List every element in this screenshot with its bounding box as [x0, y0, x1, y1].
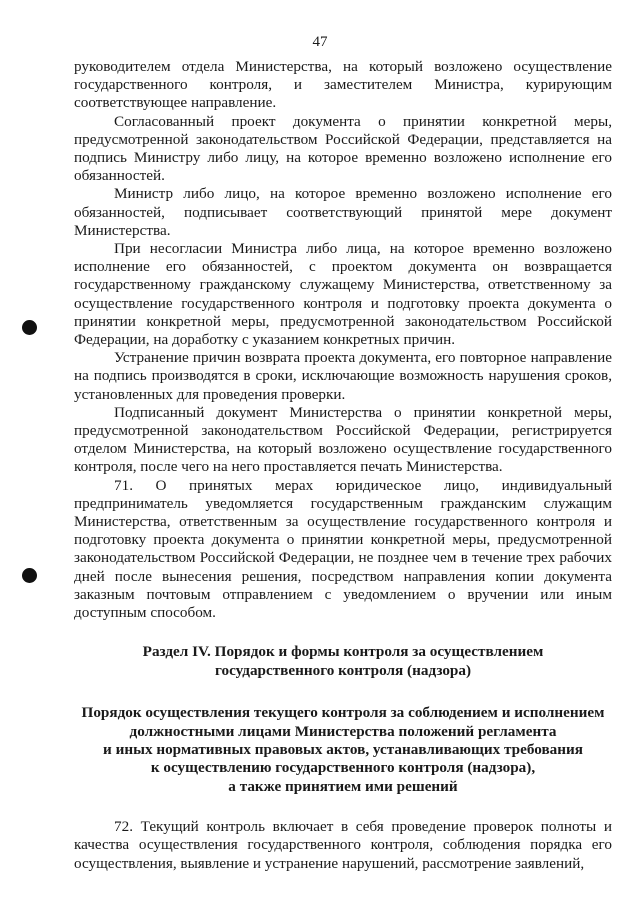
section-heading — [74, 643, 612, 680]
paragraph: Министр либо лицо, на которое временно возложено исполнение его обязанностей, подписывает соответствующий принятой мере документ Министерства. — [74, 185, 612, 239]
subsection-heading-line: должностными лицами Министерства положений регламента — [129, 722, 557, 740]
subsection-heading-line: и иных нормативных правовых актов, устанавливающих требования — [103, 740, 583, 758]
section-heading-line: Раздел IV. Порядок и формы контроля за осуществлением — [142, 643, 544, 661]
paragraph: Подписанный документ Министерства о принятии конкретной меры, предусмотренной законодательством Российской Федерации, регистрируется отделом Министерства, на который возложено осуществление государственного контроля, после чего на него проставляется печать Министерства. — [74, 403, 612, 476]
paragraph-continuation: руководителем отдела Министерства, на который возложено осуществление государственного контроля, и заместителем Министра, курирующим соответствующее направление. — [74, 58, 612, 112]
paragraph: При несогласии Министра либо лица, на которое временно возложено исполнение его обязанностей, с проектом документа он возвращается государственному гражданскому служащему Министерства, ответственному за осуществление государственного контроля и подготовку проекта документа о принятии конкретной меры, предусмотренной законодательством Российской Федерации, на доработку с указанием конкретных причин. — [74, 240, 612, 349]
document-body — [74, 58, 612, 873]
subsection-heading — [66, 704, 620, 796]
paragraph: Согласованный проект документа о принятии конкретной меры, предусмотренной законодательством Российской Федерации, представляется на подпись Министру либо лицу, на которое временно возложено исполнение его обязанностей. — [74, 112, 612, 185]
subsection-heading-line: к осуществлению государственного контроля (надзора), — [150, 759, 536, 777]
section-heading-line: государственного контроля (надзора) — [214, 661, 472, 679]
paragraph: Устранение причин возврата проекта документа, его повторное направление на подпись производятся в сроки, исключающие возможность нарушения сроков, установленных для проведения проверки. — [74, 349, 612, 403]
subsection-heading-line: а также принятием ими решений — [228, 777, 458, 795]
punch-hole-top — [22, 320, 37, 335]
subsection-heading-line: Порядок осуществления текущего контроля за соблюдением и исполнением — [81, 704, 605, 722]
paragraph-71: 71. О принятых мерах юридическое лицо, индивидуальный предприниматель уведомляется государственным гражданским служащим Министерства, ответственным за осуществление государственного контроля и подготовку проекта документа о принятии конкретной меры, предусмотренной законодательством Российской Федерации, не позднее чем в течение трех рабочих дней после вынесения решения, посредством направления копии документа заказным почтовым отправлением с уведомлением о вручении или иным доступным способом. — [74, 476, 612, 622]
punch-hole-bottom — [22, 568, 37, 583]
page-number: 47 — [312, 34, 328, 50]
paragraph-72: 72. Текущий контроль включает в себя проведение проверок полноты и качества осуществления государственного контроля, соблюдения порядка его осуществления, выявление и устранение нарушений, рассмотрение заявлений, — [74, 818, 612, 872]
